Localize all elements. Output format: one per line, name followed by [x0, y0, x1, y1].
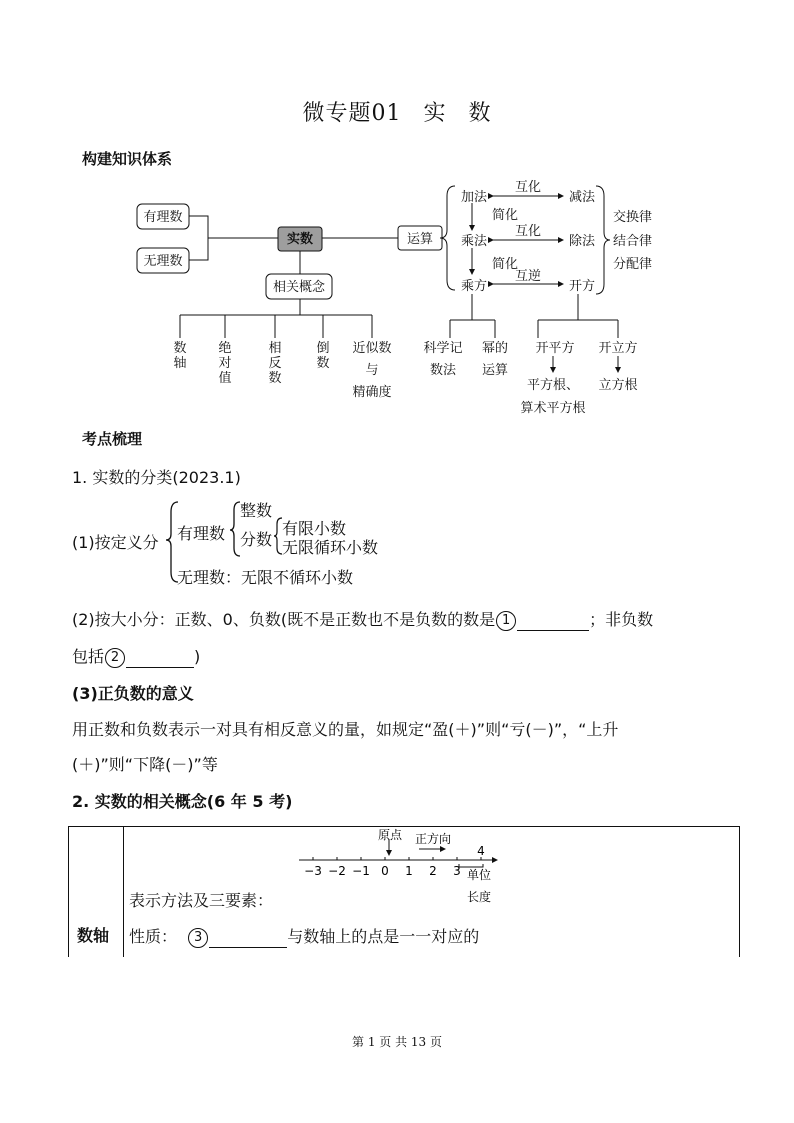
law-distributive: 分配律 [613, 257, 653, 272]
axis-tick-label: −1 [352, 864, 370, 878]
page-title [0, 96, 794, 127]
axis-tick-label: 3 [453, 864, 461, 878]
section-heading-points: 考点梳理 [82, 430, 143, 448]
law-commutative: 交换律 [613, 210, 653, 225]
root-label: 开方 [568, 279, 596, 294]
axis-tick-label: 4 [477, 844, 485, 858]
size-include: 包括 [72, 647, 105, 666]
classify-finite: 有限小数 [282, 519, 347, 538]
size-line1 [72, 607, 653, 631]
cbrt-label: 开立方 [598, 341, 638, 356]
size-text-end: ；非负数 [589, 610, 654, 629]
blank-number-1: 1 [496, 611, 516, 631]
mutual-label-1: 互化 [514, 180, 542, 195]
direction-label: 正方向 [414, 832, 452, 846]
sqrt-result-1: 平方根、 [526, 378, 580, 393]
knowledge-mindmap [0, 170, 794, 420]
sub-label: 减法 [568, 190, 596, 205]
simplify-label-2: 简化 [492, 257, 519, 272]
sqrt-result-2: 算术平方根 [520, 401, 586, 416]
sci-label-1: 科学记 [423, 341, 463, 356]
concept-reciprocal: 倒数 [316, 341, 330, 371]
answer-blank-2[interactable] [126, 651, 194, 668]
size-line2 [72, 644, 200, 668]
cbrt-result: 立方根 [598, 378, 638, 393]
classify-irrational: 无理数：无限不循环小数 [177, 568, 354, 587]
concept-labels [173, 340, 391, 400]
related-label: 相关概念 [272, 280, 326, 295]
real-label: 实数 [286, 232, 314, 247]
concept-table [68, 826, 740, 957]
meaning-line1: 用正数和负数表示一对具有相反意义的量，如规定“盈(＋)”则“亏(－)”，“上升 [72, 720, 619, 739]
meaning-line2: (＋)”则“下降(－)”等 [72, 755, 218, 774]
law-associative: 结合律 [613, 234, 653, 249]
classify-fraction: 分数 [240, 530, 273, 549]
size-text: (2)按大小分：正数、0、负数(既不是正数也不是负数的数是 [72, 610, 496, 629]
concept-opposite: 相反数 [268, 341, 282, 386]
rational-label: 有理数 [143, 210, 183, 225]
powop-label-1: 幂的 [481, 341, 509, 356]
table-divider [123, 827, 124, 957]
answer-blank-1[interactable] [517, 614, 589, 631]
inverse-label: 互逆 [514, 269, 542, 284]
blank-number-2: 2 [105, 648, 125, 668]
number-line [295, 827, 505, 907]
meaning-heading: (3)正负数的意义 [72, 684, 194, 703]
property-label: 性质： [129, 927, 178, 946]
origin-label: 原点 [377, 828, 403, 842]
sci-label-2: 数法 [429, 363, 457, 378]
mul-label: 乘法 [460, 234, 488, 249]
answer-blank-3[interactable] [209, 931, 287, 948]
unit-label-1: 单位 [466, 868, 492, 882]
property-text: 与数轴上的点是一一对应的 [287, 927, 480, 946]
pow-label: 乘方 [460, 279, 488, 294]
size-close: ) [194, 647, 201, 666]
title-sub: 实 [423, 101, 447, 126]
section-heading-knowledge: 构建知识体系 [82, 150, 173, 168]
operations-label: 运算 [406, 232, 434, 247]
mutual-label-2: 互化 [514, 224, 542, 239]
classify-integer: 整数 [240, 501, 273, 520]
table-row-label: 数轴 [77, 926, 110, 945]
unit-label-2: 长度 [466, 890, 492, 904]
add-label: 加法 [460, 190, 488, 205]
blank-number-3: 3 [188, 928, 208, 948]
concept-approximation: 近似数与精确度 [352, 341, 392, 400]
concept-number-axis: 数轴 [173, 341, 187, 371]
classify-rational: 有理数 [177, 524, 226, 543]
title-main: 微专题01 [302, 101, 402, 126]
axis-tick-label: 2 [429, 864, 437, 878]
item1-heading-text: 1. 实数的分类(2023.1) [72, 468, 241, 487]
axis-tick-label: 0 [381, 864, 389, 878]
unit-bracket [459, 864, 483, 867]
classify-repeating: 无限循环小数 [282, 538, 379, 557]
irrational-label: 无理数 [143, 254, 183, 269]
table-represent: 表示方法及三要素： [129, 891, 274, 910]
axis-tick-label: −3 [304, 864, 322, 878]
title-sub2: 数 [468, 101, 492, 126]
axis-tick-label: −2 [328, 864, 346, 878]
page-footer: 第 1 页 共 13 页 [352, 1035, 442, 1049]
axis-tick-label: 1 [405, 864, 413, 878]
item1-heading [72, 465, 241, 488]
classify-label: (1)按定义分 [72, 533, 159, 552]
div-label: 除法 [568, 234, 596, 249]
powop-label-2: 运算 [481, 363, 509, 378]
table-property [129, 924, 479, 948]
concept-absolute-value: 绝对值 [218, 341, 232, 386]
item2-heading: 2. 实数的相关概念(6 年 5 考) [72, 792, 293, 811]
simplify-label-1: 简化 [492, 208, 519, 223]
axis-tick-labels [304, 844, 485, 878]
sqrt-label: 开平方 [535, 341, 575, 356]
